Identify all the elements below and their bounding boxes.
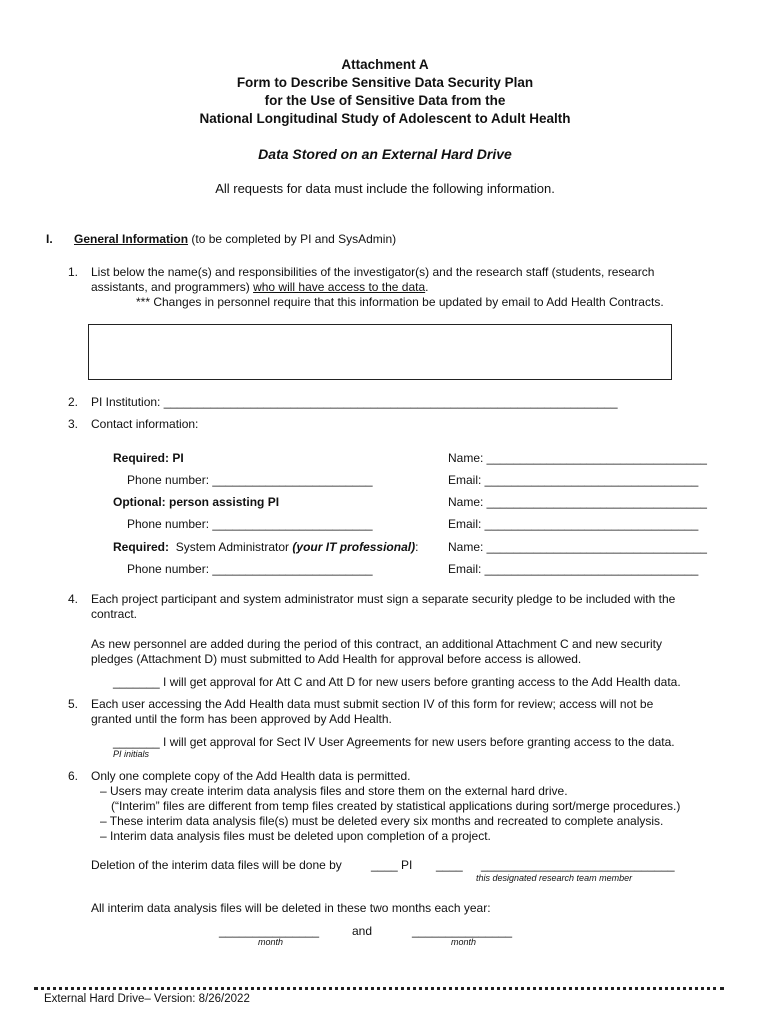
month-1-caption: month [258,937,284,947]
item4-para-line2: pledges (Attachment D) must submitted to Add Health for approval before access is allowed. [91,652,582,666]
sysadmin-name-field[interactable]: Name: _________________________________ [448,540,707,554]
deletion-label: Deletion of the interim data files will be done by [91,858,342,872]
item4-line2: contract. [91,607,138,621]
pi-email-field[interactable]: Email: ________________________________ [448,473,699,487]
sysadmin-note: (your IT professional) [292,540,416,554]
title-line-3: for the Use of Sensitive Data from the [264,93,506,108]
pi-institution-field[interactable]: PI Institution: ____________________________________________________________________ [91,395,618,409]
item-number: 5. [68,697,79,711]
sysadmin-label [113,540,418,554]
section-numeral: I. [46,232,53,246]
month-1-field[interactable]: _______________ [219,924,320,938]
item6-line5: – Interim data analysis files must be deleted upon completion of a project. [100,829,491,843]
item1-line2 [91,280,429,294]
item1-line2-underlined: who will have access to the data [253,280,426,294]
pi-initials-caption: PI initials [113,749,150,759]
title-line-1: Attachment A [341,57,429,72]
month-2-field[interactable]: _______________ [412,924,513,938]
and-label: and [352,924,373,938]
footer-divider [34,987,724,990]
assistant-name-field[interactable]: Name: _________________________________ [448,495,707,509]
item1-line3: *** Changes in personnel require that this information be updated by email to Add Health Contracts. [136,295,664,309]
assistant-email-field[interactable]: Email: ________________________________ [448,517,699,531]
item-number: 3. [68,417,79,431]
deletion-pi-blank[interactable]: ____ PI [371,858,413,872]
months-label: All interim data analysis files will be deleted in these two months each year: [91,901,491,915]
section-heading [74,232,396,246]
sysadmin-text: System Administrator [175,540,290,554]
item-number: 4. [68,592,79,606]
title-line-2: Form to Describe Sensitive Data Security Plan [236,75,534,90]
item4-line1: Each project participant and system administrator must sign a separate security pledge to be included with the [91,592,676,606]
item-number: 1. [68,265,79,279]
pi-name-field[interactable]: Name: _________________________________ [448,451,707,465]
sysadmin-colon: : [415,540,419,554]
deletion-member-blank[interactable]: ____ [436,858,463,872]
item6-line2: – Users may create interim data analysis files and store them on the external hard drive. [100,784,568,798]
sysadmin-required: Required: [113,540,170,554]
optional-label: Optional: person assisting PI [113,495,280,509]
member-name-line[interactable]: _____________________________ [481,858,675,872]
item-number: 2. [68,395,79,409]
required-pi-label: Required: PI [113,451,184,465]
item-number: 6. [68,769,79,783]
section-heading-title: General Information [74,232,189,246]
personnel-text-box[interactable] [88,324,672,380]
item1-line2-prefix: assistants, and programmers) [91,280,254,294]
sysadmin-email-field[interactable]: Email: ________________________________ [448,562,699,576]
att-cd-approval-line[interactable]: _______ I will get approval for Att C and Att D for new users before granting access to the Add Health data. [113,675,681,689]
assistant-phone-field[interactable]: Phone number: ________________________ [127,517,373,531]
sect-iv-approval-line[interactable]: _______ I will get approval for Sect IV User Agreements for new users before granting access to the data. [113,735,675,749]
item1-line1: List below the name(s) and responsibilities of the investigator(s) and the research staff (students, research [91,265,655,279]
item4-para-line1: As new personnel are added during the period of this contract, an additional Attachment C and new security [91,637,663,651]
month-2-caption: month [451,937,477,947]
item5-line1: Each user accessing the Add Health data must submit section IV of this form for review; access will not be [91,697,654,711]
pi-phone-field[interactable]: Phone number: ________________________ [127,473,373,487]
member-caption: this designated research team member [476,873,633,883]
item1-line2-suffix: . [425,280,429,294]
sysadmin-phone-field[interactable]: Phone number: ________________________ [127,562,373,576]
item5-line2: granted until the form has been approved by Add Health. [91,712,392,726]
intro-text: All requests for data must include the following information. [215,181,555,196]
item6-line1: Only one complete copy of the Add Health data is permitted. [91,769,411,783]
contact-info-label: Contact information: [91,417,199,431]
item6-line4: – These interim data analysis file(s) must be deleted every six months and recreated to complete analysis. [100,814,664,828]
footer-version: External Hard Drive– Version: 8/26/2022 [44,993,250,1005]
section-heading-note: (to be completed by PI and SysAdmin) [191,232,397,246]
item6-line3: (“Interim” files are different from temp files created by statistical applications during sort/merge procedures.) [111,799,681,813]
title-line-4: National Longitudinal Study of Adolescent to Adult Health [199,111,571,126]
subtitle: Data Stored on an External Hard Drive [258,146,512,162]
